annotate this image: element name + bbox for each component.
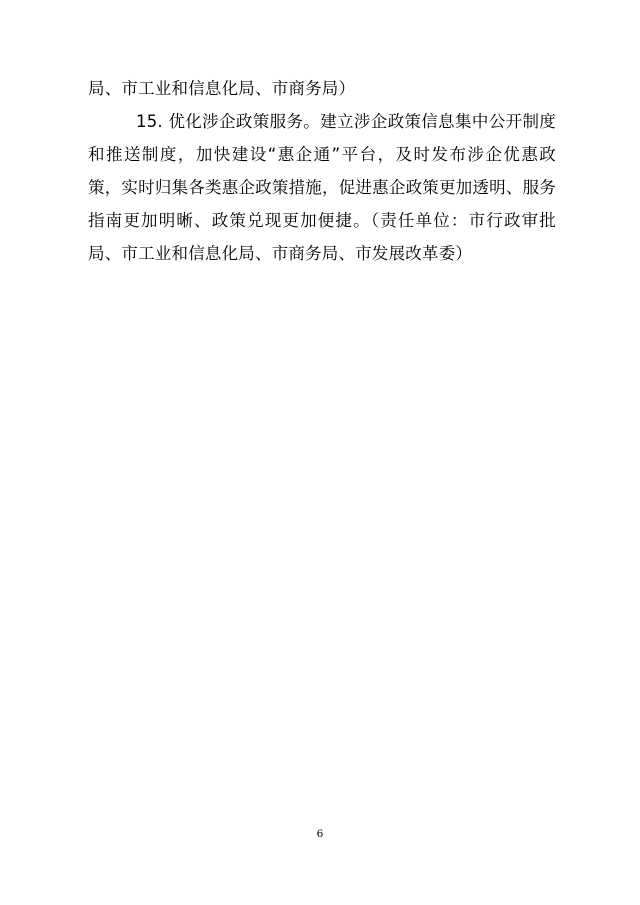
paragraph-item-15: 15. 优化涉企政策服务。建立涉企政策信息集中公开制度和推送制度，加快建设“惠企通”平台，及时发布涉企优惠政策，实时归集各类惠企政策措施，促进惠企政策更加透明、服务指南更加明晰、政策兑现更加便捷。（责任单位：市行政审批局、市工业和信息化局、市商务局、市发展改革委） bbox=[88, 112, 556, 263]
paragraph-continued: 局、市工业和信息化局、市商务局） bbox=[88, 79, 356, 98]
page-number: 6 bbox=[316, 828, 324, 840]
document-body bbox=[88, 72, 556, 270]
